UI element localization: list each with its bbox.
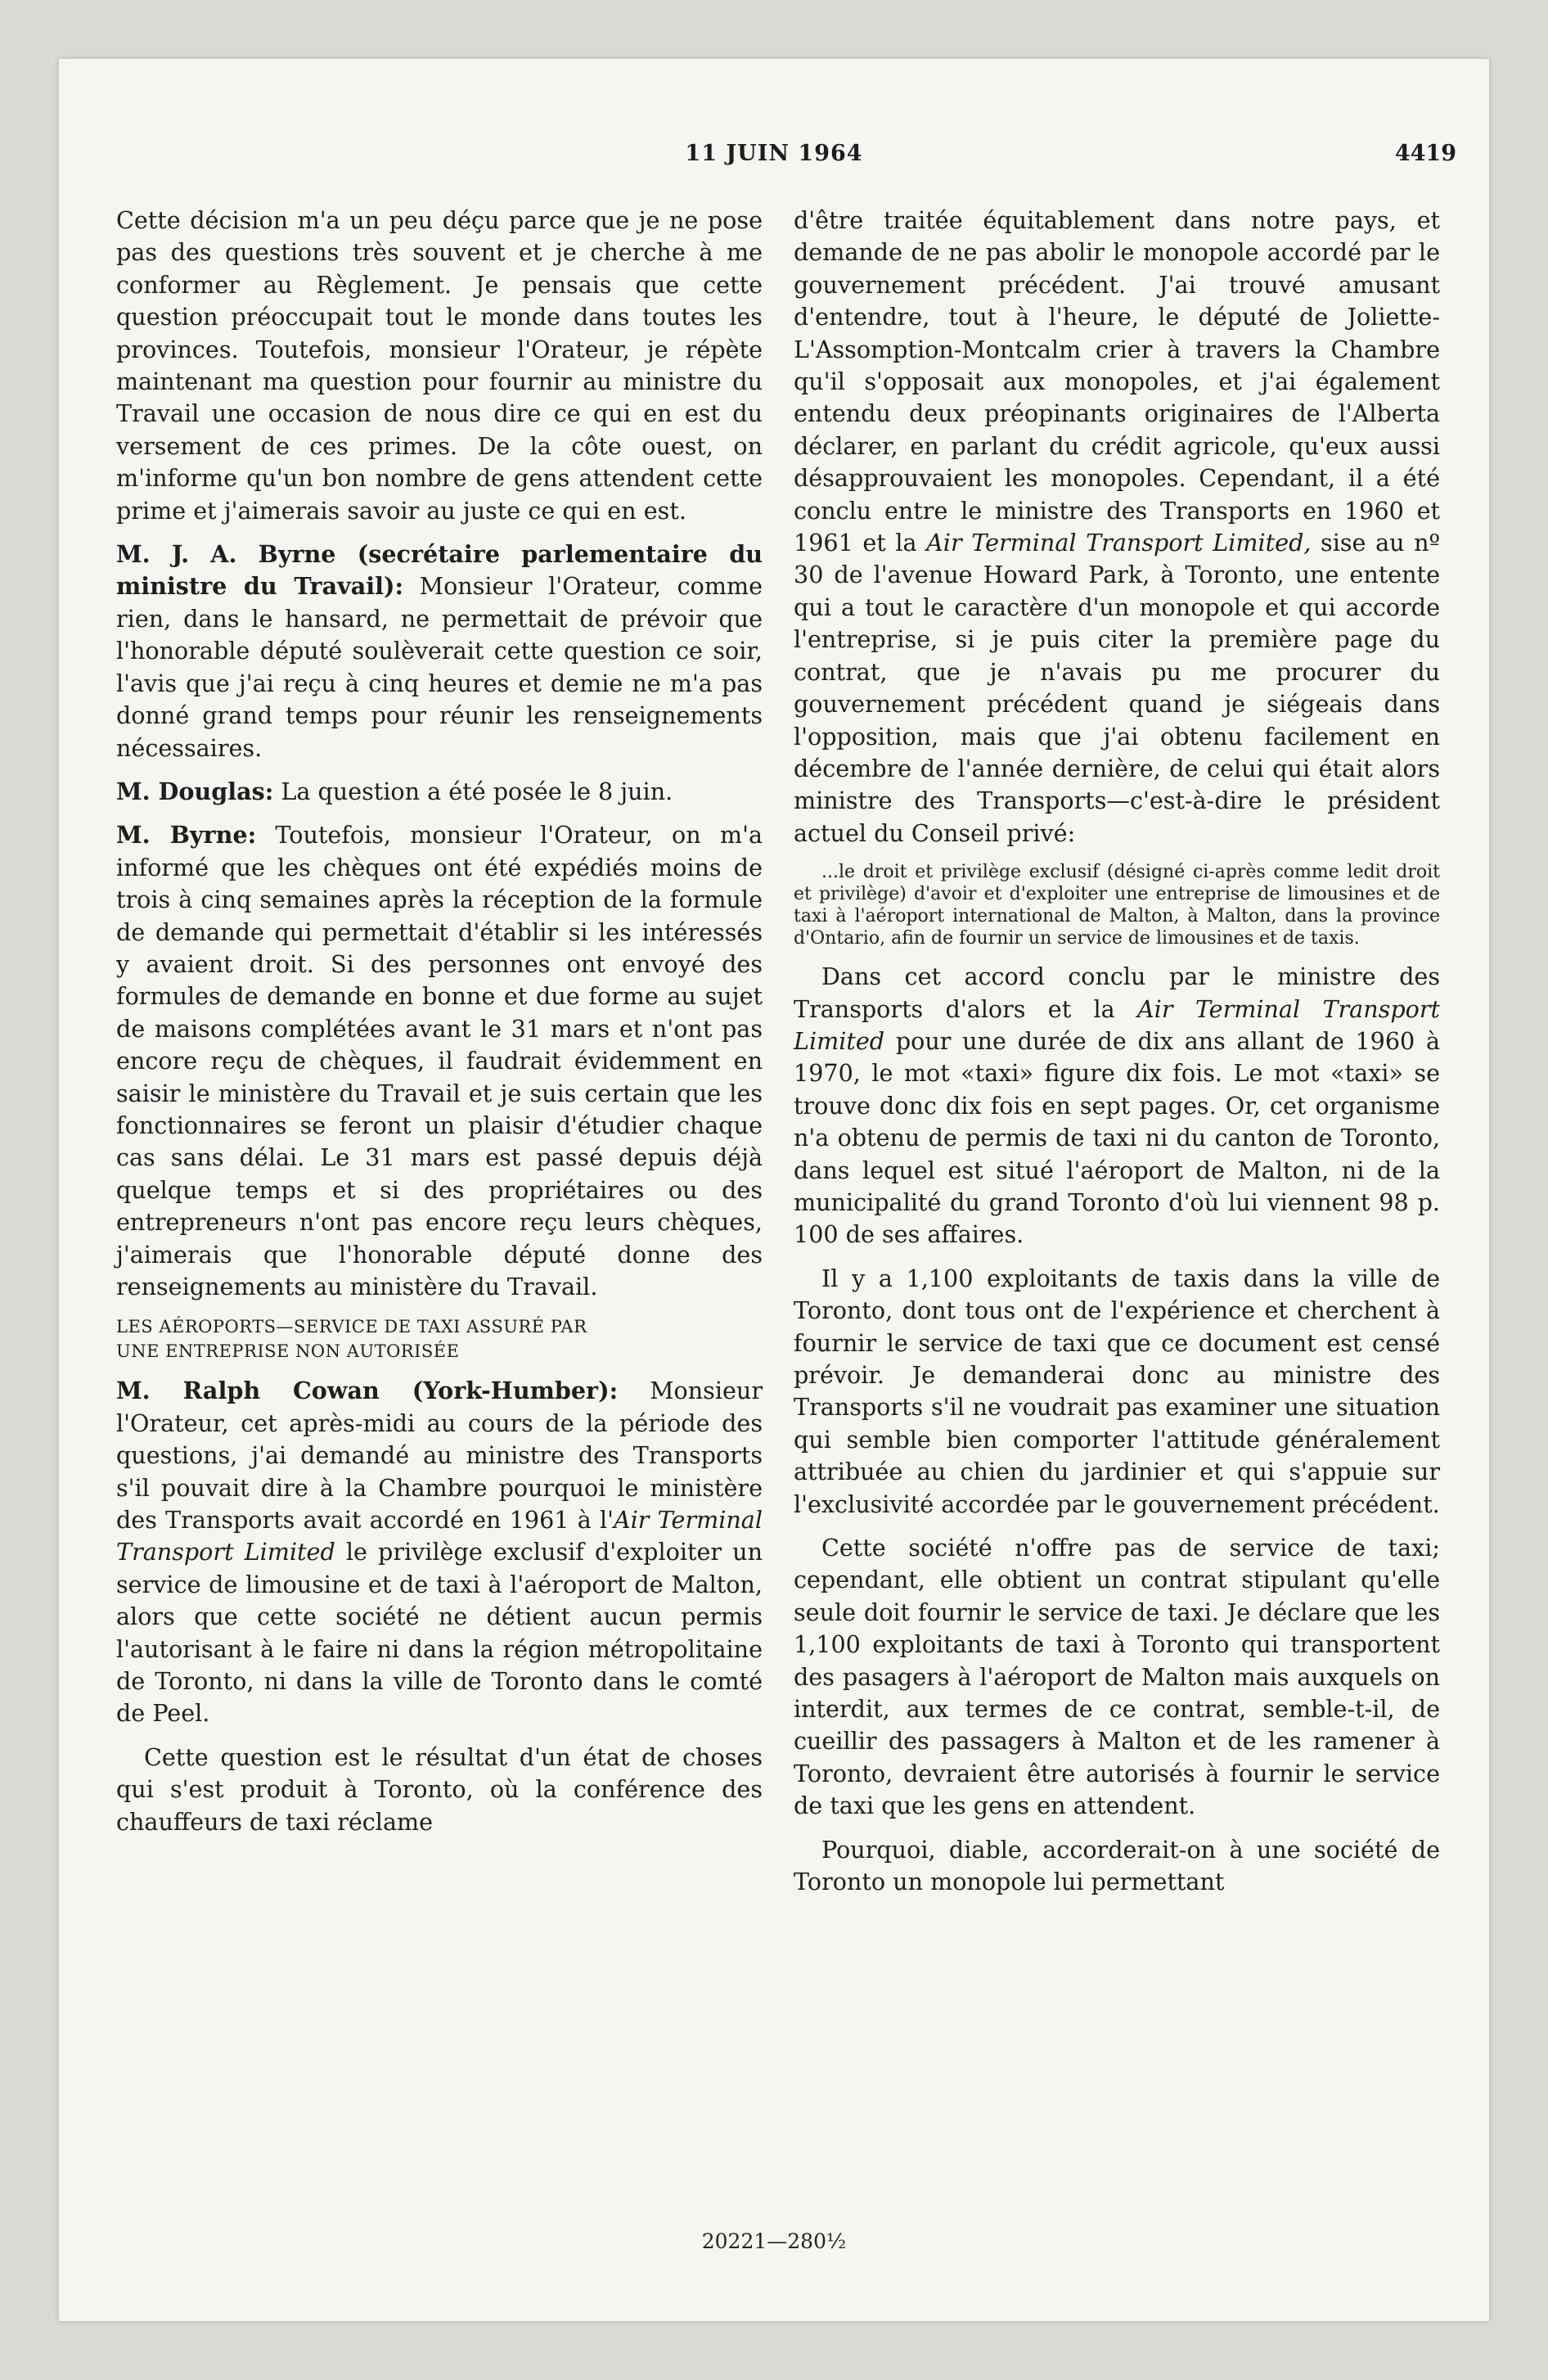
paragraph bbox=[116, 539, 763, 764]
speech-text: Monsieur l'Orateur, cet après-midi au cours de la période des questions, j'ai demandé au ministre des Transports s'il pouvait dire à la Chambre pourquoi le ministère des Transports avait accordé en 1961 à l' bbox=[116, 1377, 763, 1535]
speech-text: Dans cet accord conclu par le ministre des Transports d'alors et la bbox=[794, 962, 1440, 1023]
speech-text: le privilège exclusif d'exploiter un service de limousine et de taxi à l'aéroport de Malton, alors que cette société ne détient aucun permis l'autorisant à le faire ni dans la région métropolitaine de Toronto, ni dans la ville de Toronto dans le comté de Peel. bbox=[116, 1538, 763, 1728]
company-name: Air Terminal Transport Limited bbox=[794, 994, 1440, 1055]
company-name: Air Terminal Transport Limited, bbox=[926, 529, 1312, 557]
footer-code: 20221—280½ bbox=[701, 2229, 847, 2253]
document-page bbox=[59, 59, 1489, 2321]
header-page-number: 4419 bbox=[1394, 141, 1456, 166]
paragraph bbox=[116, 1375, 763, 1729]
paragraph bbox=[116, 776, 763, 808]
paragraph bbox=[116, 819, 763, 1303]
section-heading-line: UNE ENTREPRISE NON AUTORISÉE bbox=[116, 1341, 460, 1362]
speech-text: Toutefois, monsieur l'Orateur, on m'a informé que les chèques ont été expédiés moins de trois à cinq semaines après la réception de la formule de demande qui permettait d'établir si les intéressés y avaient droit. Si des personnes ont envoyé des formules de demande en bonne et due forme au sujet de maisons complétées avant le 31 mars et n'ont pas encore reçu de chèques, il faudrait évidemment en saisir le ministère du Travail et je suis certain que les fonctionnaires se feront un plaisir d'étudier chaque cas sans délai. Le 31 mars est passé depuis déjà quelque temps et si des propriétaires ou des entrepreneurs n'ont pas encore reçu leurs chèques, j'aimerais que l'honorable député donne des renseignements au ministère du Travail. bbox=[116, 821, 763, 1300]
speech-text: La question a été posée le 8 juin. bbox=[273, 777, 673, 805]
header-date: 11 JUIN 1964 bbox=[685, 141, 863, 166]
speaker-name: M. Douglas: bbox=[116, 777, 274, 805]
paragraph: Cette société n'offre pas de service de taxi; cependant, elle obtient un contrat stipulant qu'elle seule doit fournir le service de taxi. Je déclare que les 1,100 exploitants de taxi à Toronto qui transportent des pasagers à l'aéroport de Malton mais auxquels on interdit, aux termes de ce contrat, semble-t-il, de cueillir des passagers à Malton et de les ramener à Toronto, devraient être autorisés à fournir le service de taxi que les gens en attendent. bbox=[794, 1534, 1440, 1820]
paragraph: Cette décision m'a un peu déçu parce que je ne pose pas des questions très souvent et je cherche à me conformer au Règlement. Je pensais que cette question préoccupait tout le monde dans toutes les provinces. Toutefois, monsieur l'Orateur, je répète maintenant ma question pour fournir au ministre du Travail une occasion de nous dire ce qui en est du versement de ces primes. De la côte ouest, on m'informe qu'un bon nombre de gens attendent cette prime et j'aimerais savoir au juste ce qui en est. bbox=[116, 206, 763, 525]
paragraph: Pourquoi, diable, accorderait-on à une société de Toronto un monopole lui permettant bbox=[794, 1835, 1440, 1896]
speaker-name: M. Byrne: bbox=[116, 821, 257, 850]
speech-text: Monsieur l'Orateur, comme rien, dans le hansard, ne permettait de prévoir que l'honorable député soulèverait cette question ce soir, l'avis que j'ai reçu à cinq heures et demie ne m'a pas donné grand temps pour réunir les renseignements nécessaires. bbox=[116, 572, 763, 762]
paragraph: Cette question est le résultat d'un état de choses qui s'est produit à Toronto, où la conférence des chauffeurs de taxi réclame bbox=[116, 1742, 763, 1836]
speech-text: d'être traitée équitablement dans notre pays, et demande de ne pas abolir le monopole accordé par le gouvernement précédent. J'ai trouvé amusant d'entendre, tout à l'heure, le député de Joliette-L'Assomption-Montcalm crier à travers la Chambre qu'il s'opposait aux monopoles, et j'ai également entendu deux préopinants originaires de l'Alberta déclarer, en parlant du crédit agricole, qu'eux aussi désapprouvaient les monopoles. Cependant, il a été conclu entre le ministre des Transports en 1960 et 1961 et la bbox=[794, 206, 1440, 557]
paragraph bbox=[794, 205, 1440, 850]
speaker-name: M. Ralph Cowan (York-Humber): bbox=[116, 1377, 619, 1405]
speech-text: pour une durée de dix ans allant de 1960 à 1970, le mot «taxi» figure dix fois. Le mot «taxi» se trouve donc dix fois en sept pages. Or, cet organisme n'a obtenu de permis de taxi ni du canton de Toronto, dans lequel est situé l'aéroport de Malton, ni de la municipalité du grand Toronto d'où lui viennent 98 p. 100 de ses affaires. bbox=[794, 1026, 1440, 1249]
block-quote: ...le droit et privilège exclusif (désigné ci-après comme ledit droit et privilège) d'avoir et d'exploiter une entreprise de limousines et de taxi à l'aéroport international de Malton, à Malton, dans la province d'Ontario, afin de fournir un service de limousines et de taxis. bbox=[794, 862, 1440, 949]
section-heading-line: LES AÉROPORTS—SERVICE DE TAXI ASSURÉ PAR bbox=[116, 1317, 587, 1337]
speech-text: sise au nº 30 de l'avenue Howard Park, à Toronto, une entente qui a tout le caractère d'un monopole et qui accorde l'entreprise, si je puis citer la première page du contrat, que je n'avais pu me procurer du gouvernement précédent quand je siégeais dans l'opposition, mais que j'ai obtenu facilement en décembre de l'année dernière, de celui qui était alors ministre des Transports—c'est-à-dire le président actuel du Conseil privé: bbox=[794, 529, 1440, 847]
left-column bbox=[116, 205, 763, 1850]
company-name: Air Terminal Transport Limited bbox=[116, 1506, 763, 1566]
speaker-name: M. J. A. Byrne (secrétaire parlementaire du ministre du Travail): bbox=[116, 540, 763, 601]
paragraph: Il y a 1,100 exploitants de taxis dans la ville de Toronto, dont tous ont de l'expérience et cherchent à fournir le service de taxi que ce document est censé prévoir. Je demanderai donc au ministre des Transports s'il ne voudrait pas examiner une situation qui semble bien comporter l'attitude généralement attribuée au chien du jardinier et qui s'appuie sur l'exclusivité accordée par le gouvernement précédent. bbox=[794, 1264, 1440, 1518]
right-column bbox=[794, 205, 1440, 1910]
section-heading bbox=[116, 1314, 763, 1364]
paragraph bbox=[794, 961, 1440, 1251]
